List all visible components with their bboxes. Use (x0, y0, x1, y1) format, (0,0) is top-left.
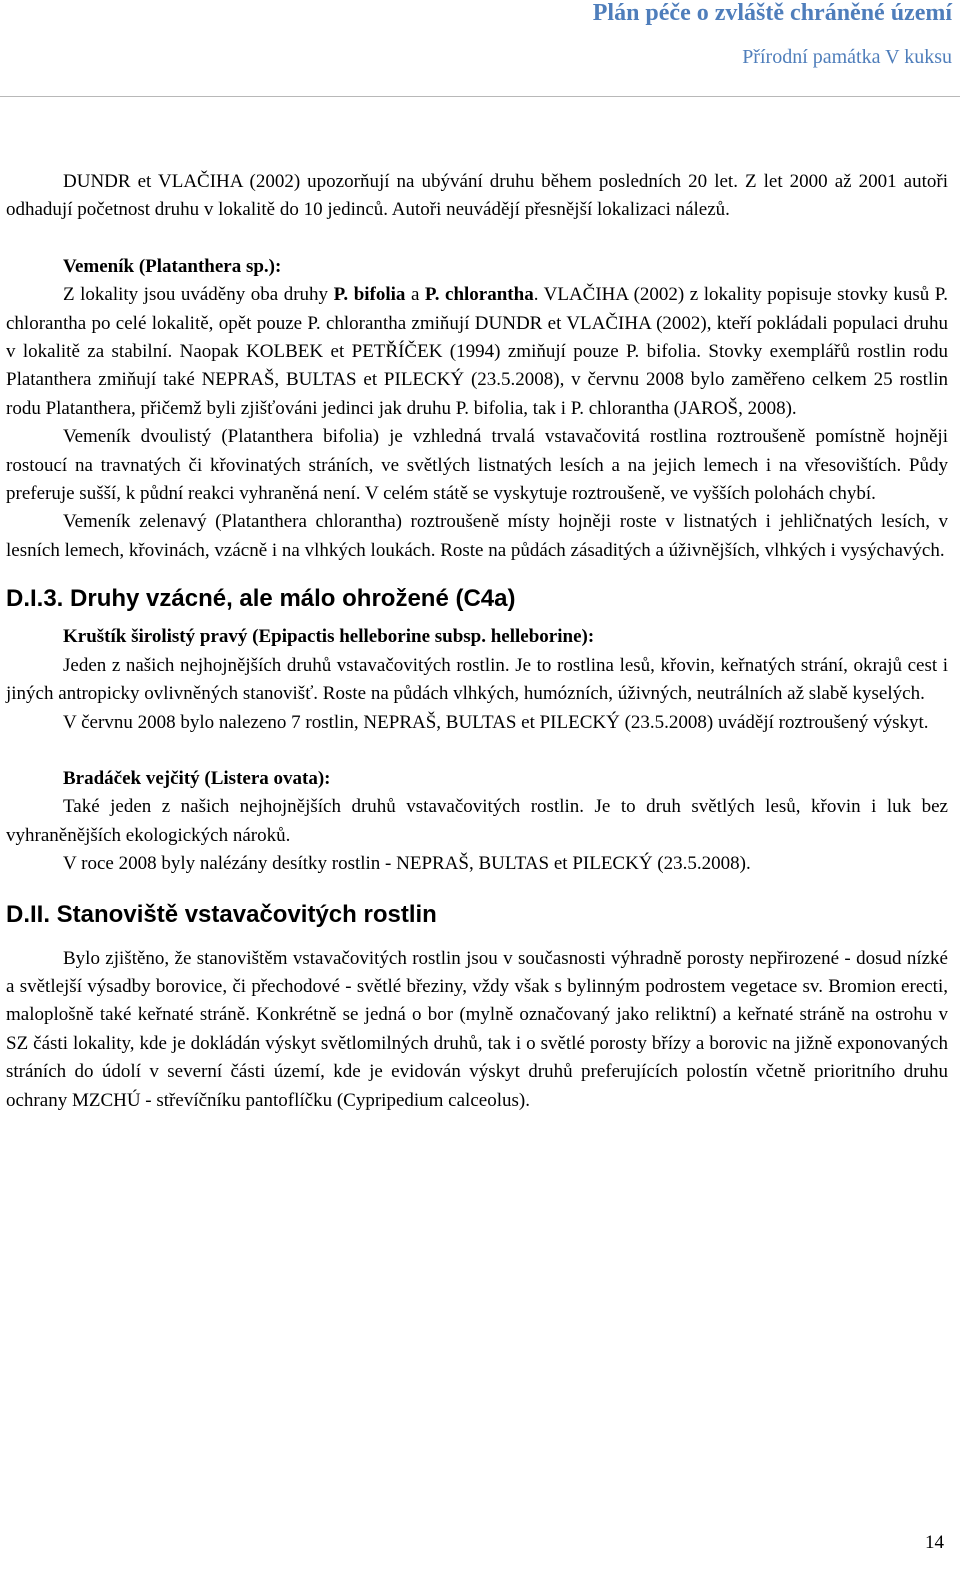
paragraph-vemenik-chlorantha: Vemeník zelenavý (Platanthera chlorantha) roztroušeně místy hojněji roste v listnatých i jehličnatých lesích, v lesních lemech, křovinách, vzácně i na vlhkých loukách. Roste na půdách zásaditých a úživnějších, vlhkých i vysýchavých. (6, 511, 948, 561)
section-heading-d2: D.II. Stanoviště vstavačovitých rostlin (6, 900, 437, 928)
heading-krustik: Kruštík širolistý pravý (Epipactis helleborine subsp. helleborine): (63, 626, 595, 648)
text-run: Z lokality jsou uváděny oba druhy (63, 284, 334, 306)
spacer (6, 565, 948, 585)
paragraph-vemenik-intro (6, 281, 948, 423)
paragraph-vemenik-bifolia: Vemeník dvoulistý (Platanthera bifolia) je vzhledná trvalá vstavačovitá rostlina roztroušeně pomístně hojněji rostoucí na travnatých či křovinatých stráních, ve světlých listnatých lesích a na jejich lemech i na vřesovištích. Půdy preferuje sušší, k půdní reakci vyhraněná není. V celém státě se vyskytuje roztroušeně, ve vyšších polohách chybí. (6, 426, 948, 505)
header-divider (0, 96, 960, 97)
text-run: a (405, 284, 425, 306)
text-run: . VLAČIHA (2002) z lokality popisuje stovky kusů P. chlorantha po celé lokalitě, opět pouze P. chlorantha zmiňují DUNDR et VLAČIHA (2002), kteří pokládali populaci druhu v lokalitě za stabilní. Naopak KOLBEK et PETŘÍČEK (1994) zmiňují pouze P. bifolia. Stovky exemplářů rostlin rodu Platanthera zmiňují také NEPRAŠ, BULTAS et PILECKÝ (23.5.2008), v červnu 2008 bylo zaměřeno celkem 25 rostlin rodu Platanthera, přičemž byli zjišťováni jedinci jak druhu P. bifolia, tak i P. chlorantha (JAROŠ, 2008). (6, 284, 948, 419)
paragraph-stanoviste: Bylo zjištěno, že stanovištěm vstavačovitých rostlin jsou v současnosti výhradně porosty nepřirozené - dosud nízké a světlejší výsadby borovice, či přechodové - světlé březiny, vždy však s bylinným podrostem vegetace sv. Bromion erecti, maloplošně také keřnaté stráně. Konkrétně se jedná o bor (mylně označovaný jako reliktní) a keřnaté stráně na ostrohu v SZ části lokality, kde je dokládán výskyt světlomilných druhů, tak i o světlé porosty břízy a borovic na jižně exponovaných stráních do údolí v severní části území, kde je evidován výskyt druhů preferujících polostín včetně prioritního druhu ochrany MZCHÚ - střevíčníku pantoflíčku (Cypripedium calceolus). (6, 947, 948, 1111)
paragraph-bradacek-1: Také jeden z našich nejhojnějších druhů vstavačovitých rostlin. Je to druh světlých lesů, křovin i luk bez vyhraněnějších ekologických nároků. (6, 796, 948, 846)
spacer (6, 613, 948, 623)
spacer (6, 225, 948, 253)
section-heading-d13: D.I.3. Druhy vzácné, ale málo ohrožené (C4a) (6, 585, 516, 613)
paragraph-krustik-2: V červnu 2008 bylo nalezeno 7 rostlin, NEPRAŠ, BULTAS et PILECKÝ (23.5.2008) uvádějí roztroušený výskyt. (63, 711, 929, 733)
spacer (6, 737, 948, 765)
species-chlorantha: P. chlorantha (424, 284, 534, 306)
species-bifolia: P. bifolia (333, 284, 406, 306)
paragraph-dundr: DUNDR et VLAČIHA (2002) upozorňují na ubývání druhu během posledních 20 let. Z let 2000 až 2001 autoři odhadují početnost druhu v lokalitě do 10 jedinců. Autoři neuvádějí přesnější lokalizaci nálezů. (6, 171, 948, 221)
spacer (6, 879, 948, 901)
paragraph-bradacek-2: V roce 2008 byly nalézány desítky rostlin - NEPRAŠ, BULTAS et PILECKÝ (23.5.2008). (63, 853, 751, 875)
heading-bradacek: Bradáček vejčitý (Listera ovata): (63, 767, 331, 789)
header-title: Plán péče o zvláště chráněné území (592, 0, 952, 26)
page-number: 14 (925, 1532, 944, 1553)
page-content (6, 168, 948, 1115)
spacer (6, 929, 948, 945)
paragraph-krustik-1: Jeden z našich nejhojnějších druhů vstavačovitých rostlin. Je to rostlina lesů, křovin, keřnatých strání, okrajů cest i jiných antropicky ovlivněných stanovišť. Roste na půdách vlhkých, humózních, úživných, neutrálních až slabě kyselých. (6, 654, 948, 705)
heading-vemenik: Vemeník (Platanthera sp.): (63, 255, 282, 277)
header-subtitle: Přírodní památka V kuksu (742, 46, 952, 68)
